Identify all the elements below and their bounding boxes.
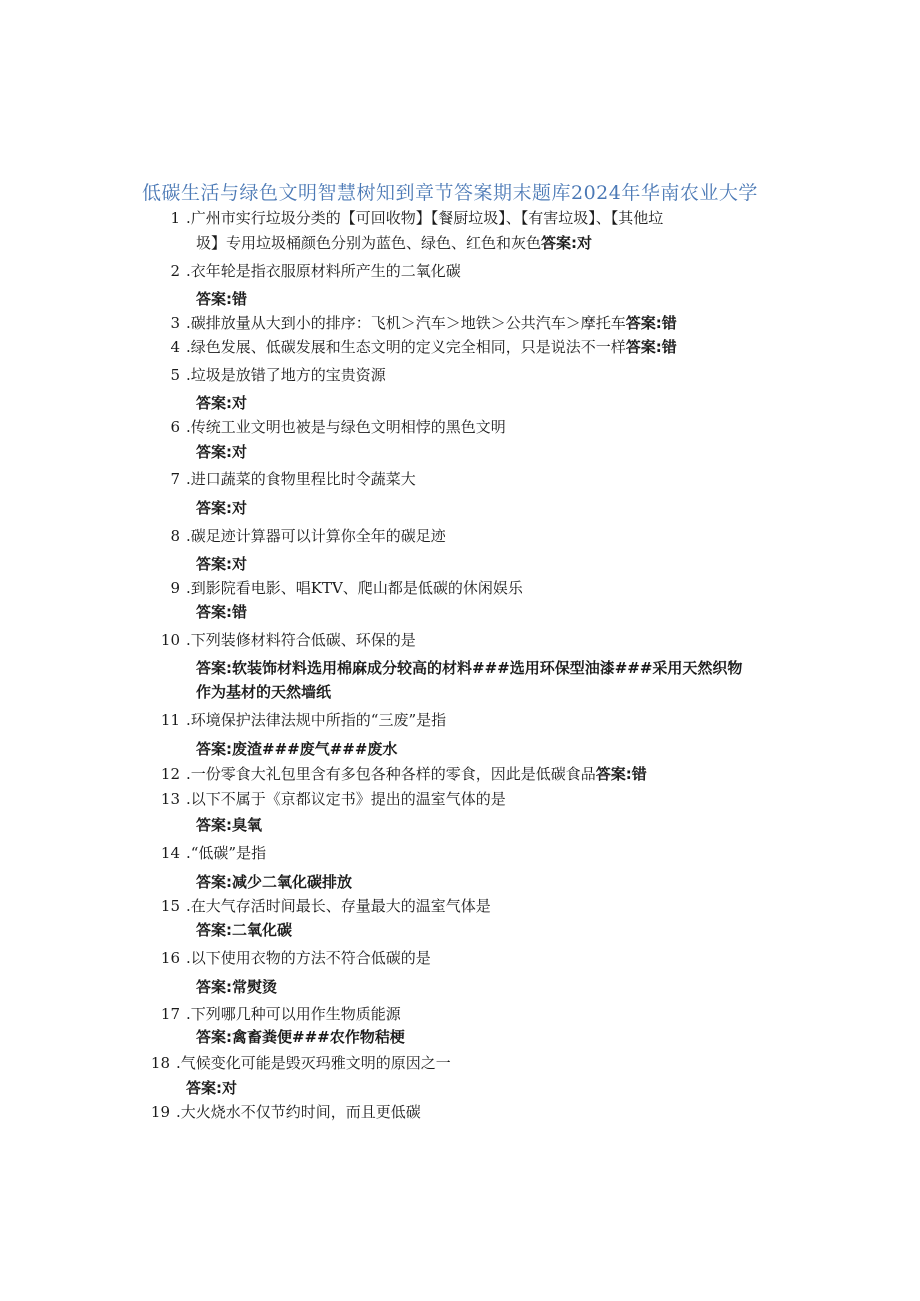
answer-10-continuation: [196, 680, 331, 704]
question-text: .下列哪几种可以用作生物质能源: [186, 1005, 401, 1023]
question-number: 19: [150, 1103, 170, 1121]
question-number: 9: [170, 579, 180, 597]
question-text: .一份零食大礼包里含有多包各种各样的零食，因此是低碳食品: [186, 765, 596, 783]
answer-value: 对: [222, 1079, 238, 1097]
answer-label: 答案:: [625, 338, 662, 356]
question-text: .衣年轮是指衣服原材料所产生的二氧化碳: [186, 262, 461, 280]
question-number: 7: [170, 470, 180, 488]
answer-value: 常熨烫: [232, 978, 278, 996]
answer-label: 答案:: [196, 555, 232, 573]
answer-value: 禽畜粪便###农作物秸梗: [232, 1028, 405, 1046]
question-number: 2: [170, 262, 180, 280]
answer-value: 减少二氧化碳排放: [232, 873, 353, 891]
question-text: .气候变化可能是毁灭玛雅文明的原因之一: [176, 1054, 451, 1072]
question-number: 16: [160, 949, 180, 967]
answer-2: [196, 287, 247, 311]
question-text: .到影院看电影、唱KTV、爬山都是低碳的休闲娱乐: [186, 579, 523, 597]
answer-value: 对: [232, 499, 248, 517]
question-text: .大火烧水不仅节约时间，而且更低碳: [176, 1103, 421, 1121]
answer-11: [196, 737, 397, 761]
question-text: .广州市实行垃圾分类的【可回收物】【餐厨垃圾】、【有害垃圾】、【其他垃: [186, 209, 664, 227]
answer-label: 答案:: [196, 659, 232, 677]
answer-value-line2: 作为基材的天然墙纸: [196, 683, 332, 701]
answer-6: [196, 440, 247, 464]
question-text: .下列装修材料符合低碳、环保的是: [186, 631, 416, 649]
question-number: 6: [170, 418, 180, 436]
question-number: 5: [170, 366, 180, 384]
answer-label: 答案:: [595, 765, 632, 783]
question-text: .在大气存活时间最长、存量最大的温室气体是: [186, 897, 491, 915]
question-number: 14: [160, 844, 180, 862]
answer-label: 答案:: [541, 234, 578, 252]
answer-label: 答案:: [625, 314, 662, 332]
answer-value: 错: [232, 603, 248, 621]
question-text: .碳足迹计算器可以计算你全年的碳足迹: [186, 527, 446, 545]
question-number: 1: [170, 209, 180, 227]
answer-label: 答案:: [196, 873, 232, 891]
answer-15: [196, 918, 292, 942]
answer-value: 错: [661, 314, 677, 332]
answer-5: [196, 391, 247, 415]
answer-label: 答案:: [196, 740, 232, 758]
answer-label: 答案:: [196, 290, 232, 308]
question-1-continuation: [196, 231, 592, 255]
answer-18: [186, 1076, 237, 1100]
question-text: .环境保护法律法规中所指的“三废”是指: [186, 711, 447, 729]
question-number: 11: [160, 711, 180, 729]
question-text: .碳排放量从大到小的排序：飞机＞汽车＞地铁＞公共汽车＞摩托车: [186, 314, 626, 332]
answer-10: [196, 656, 742, 680]
question-text: .垃圾是放错了地方的宝贵资源: [186, 366, 386, 384]
answer-value: 对: [232, 443, 248, 461]
answer-value: 错: [631, 765, 647, 783]
answer-label: 答案:: [196, 1028, 232, 1046]
answer-value: 对: [232, 555, 248, 573]
answer-label: 答案:: [196, 394, 232, 412]
question-text: .以下不属于《京都议定书》提出的温室气体的是: [186, 790, 506, 808]
question-number: 4: [170, 338, 180, 356]
question-text: .绿色发展、低碳发展和生态文明的定义完全相同，只是说法不一样: [186, 338, 626, 356]
answer-9: [196, 600, 247, 624]
question-text: .以下使用衣物的方法不符合低碳的是: [186, 949, 431, 967]
question-text-line2: 圾】专用垃圾桶颜色分别为蓝色、绿色、红色和灰色: [196, 234, 542, 252]
question-text: .进口蔬菜的食物里程比时令蔬菜大: [186, 470, 416, 488]
answer-label: 答案:: [196, 816, 232, 834]
answer-value: 错: [661, 338, 677, 356]
question-number: 15: [160, 897, 180, 915]
answer-7: [196, 496, 247, 520]
answer-value: 对: [232, 394, 248, 412]
answer-value: 二氧化碳: [232, 921, 293, 939]
answer-14: [196, 870, 352, 894]
question-number: 10: [160, 631, 180, 649]
answer-label: 答案:: [196, 978, 232, 996]
answer-label: 答案:: [196, 443, 232, 461]
answer-16: [196, 975, 277, 999]
question-number: 17: [160, 1005, 180, 1023]
question-number: 12: [160, 765, 180, 783]
question-text: .传统工业文明也被是与绿色文明相悖的黑色文明: [186, 418, 506, 436]
question-number: 18: [150, 1054, 170, 1072]
question-number: 3: [170, 314, 180, 332]
answer-value: 软装饰材料选用棉麻成分较高的材料###选用环保型油漆###采用天然织物: [232, 659, 743, 677]
answer-value: 对: [577, 234, 593, 252]
answer-8: [196, 552, 247, 576]
question-text: .“低碳”是指: [186, 844, 267, 862]
answer-label: 答案:: [196, 603, 232, 621]
answer-value: 废渣###废气###废水: [232, 740, 398, 758]
answer-value: 错: [232, 290, 248, 308]
question-number: 8: [170, 527, 180, 545]
page-title: 低碳生活与绿色文明智慧树知到章节答案期末题库2024年华南农业大学: [142, 182, 758, 204]
answer-label: 答案:: [186, 1079, 222, 1097]
answer-13: [196, 813, 262, 837]
answer-label: 答案:: [196, 499, 232, 517]
answer-17: [196, 1025, 405, 1049]
answer-label: 答案:: [196, 921, 232, 939]
question-number: 13: [160, 790, 180, 808]
answer-value: 臭氧: [232, 816, 263, 834]
